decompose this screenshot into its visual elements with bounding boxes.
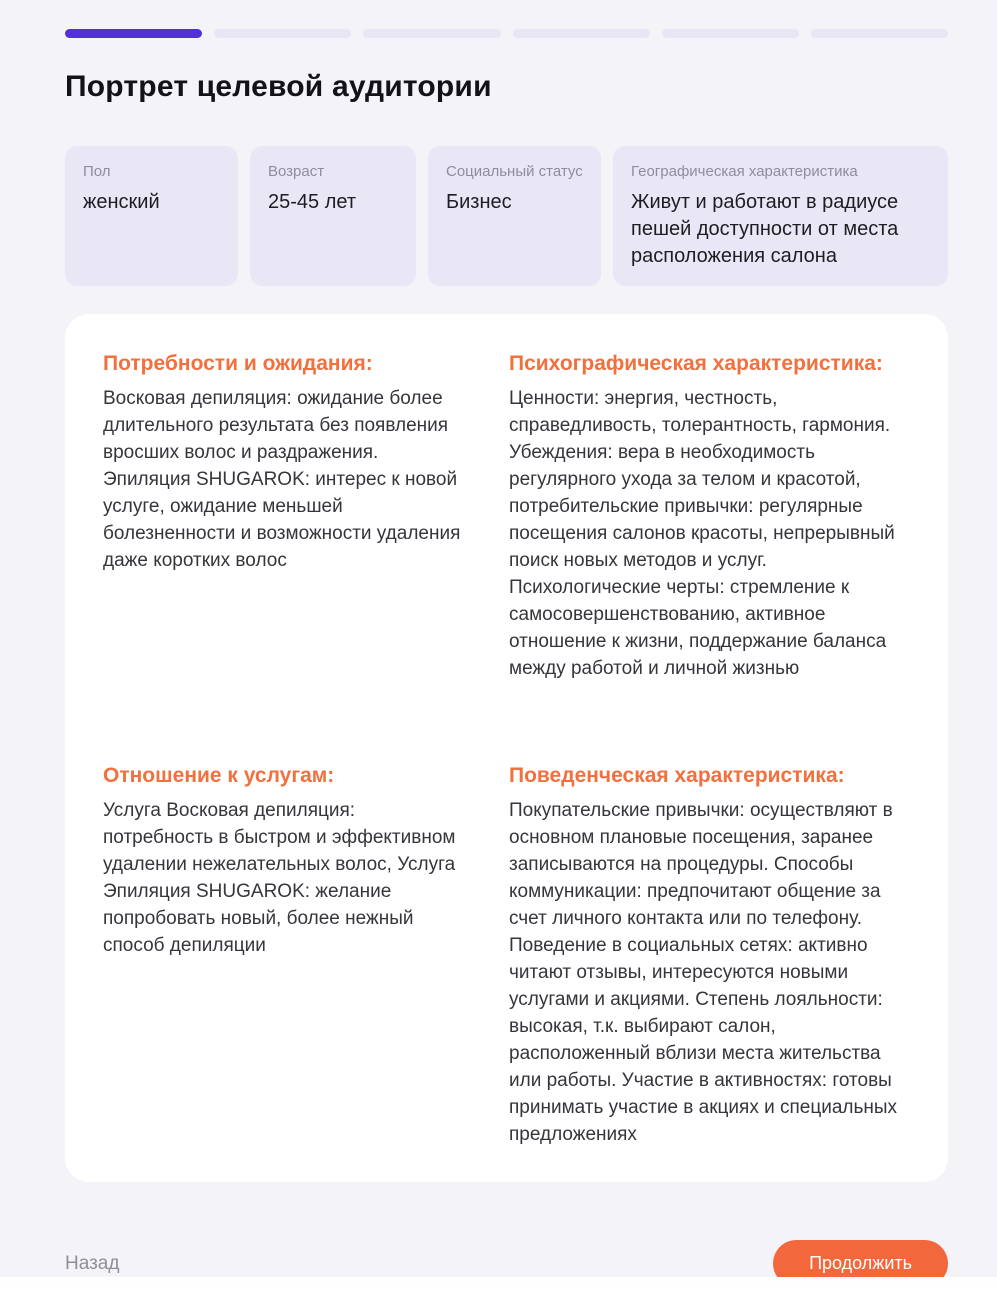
section-title: Потребности и ожидания: — [103, 352, 373, 375]
section-body: Ценности: энергия, честность, справедливость, толерантность, гармония. Убеждения: вера в необходимость регулярного ухода за телом и красотой, потребительские привычки: регулярные посещения салонов красоты, непрерывный поиск новых методов и услуг. Психологические черты: стремление к самосовершенствованию, активное отношение к жизни, поддержание баланса между работой и личной жизнью — [509, 388, 895, 679]
section-needs-expectations — [103, 350, 465, 574]
section-body: Восковая депиляция: ожидание более длительного результата без появления вросших волос и раздражения. Эпиляция SHUGAROK: интерес к новой услуге, ожидание меньшей болезненности и возможности удаления даже коротких волос — [103, 388, 461, 571]
card-value: Живут и работают в радиусе пешей доступности от места расположения салона — [631, 191, 899, 267]
back-button[interactable]: Назад — [65, 1252, 120, 1274]
progress-segment-4 — [513, 29, 650, 38]
section-body: Услуга Восковая депиляция: потребность в быстром и эффективном удалении нежелательных волос, Услуга Эпиляция SHUGAROK: желание попробовать новый, более нежный способ депиляции — [103, 800, 456, 956]
section-body: Покупательские привычки: осуществляют в основном плановые посещения, заранее записываются на процедуры. Способы коммуникации: предпочитают общение за счет личного контакта или по телефону. Поведение в социальных сетях: активно читают отзывы, интересуются новыми услугами и акциями. Степень лояльности: высокая, т.к. выбирают салон, расположенный вблизи места жительства или работы. Участие в активностях: готовы принимать участие в акциях и специальных предложениях — [509, 800, 898, 1145]
summary-cards-row — [65, 146, 948, 286]
card-label: Пол — [83, 163, 111, 180]
progress-segment-3 — [363, 29, 500, 38]
summary-card-social-status — [428, 146, 601, 286]
section-title: Психографическая характеристика: — [509, 352, 883, 375]
section-title: Поведенческая характеристика: — [509, 764, 845, 787]
progress-segment-5 — [662, 29, 799, 38]
section-attitude-to-services — [103, 762, 465, 959]
summary-card-age — [250, 146, 416, 286]
progress-segment-2 — [214, 29, 351, 38]
card-value: Бизнес — [446, 191, 512, 213]
section-behavioral — [509, 762, 908, 1148]
card-label: Возраст — [268, 163, 325, 180]
summary-card-geography — [613, 146, 948, 286]
progress-segment-6 — [811, 29, 948, 38]
section-title: Отношение к услугам: — [103, 764, 335, 787]
progress-segment-1 — [65, 29, 202, 38]
section-psychographic — [509, 350, 908, 682]
progress-bar — [65, 29, 948, 38]
card-label: Географическая характеристика — [631, 163, 858, 180]
card-value: женский — [83, 191, 160, 213]
continue-button[interactable]: Продолжить — [773, 1240, 948, 1287]
card-label: Социальный статус — [446, 163, 583, 180]
audience-details-panel — [65, 314, 948, 1182]
summary-card-gender — [65, 146, 238, 286]
bottom-strip — [0, 1277, 997, 1289]
page-title: Портрет целевой аудитории — [65, 70, 492, 103]
sections-grid — [103, 350, 908, 1148]
card-value: 25-45 лет — [268, 191, 356, 213]
